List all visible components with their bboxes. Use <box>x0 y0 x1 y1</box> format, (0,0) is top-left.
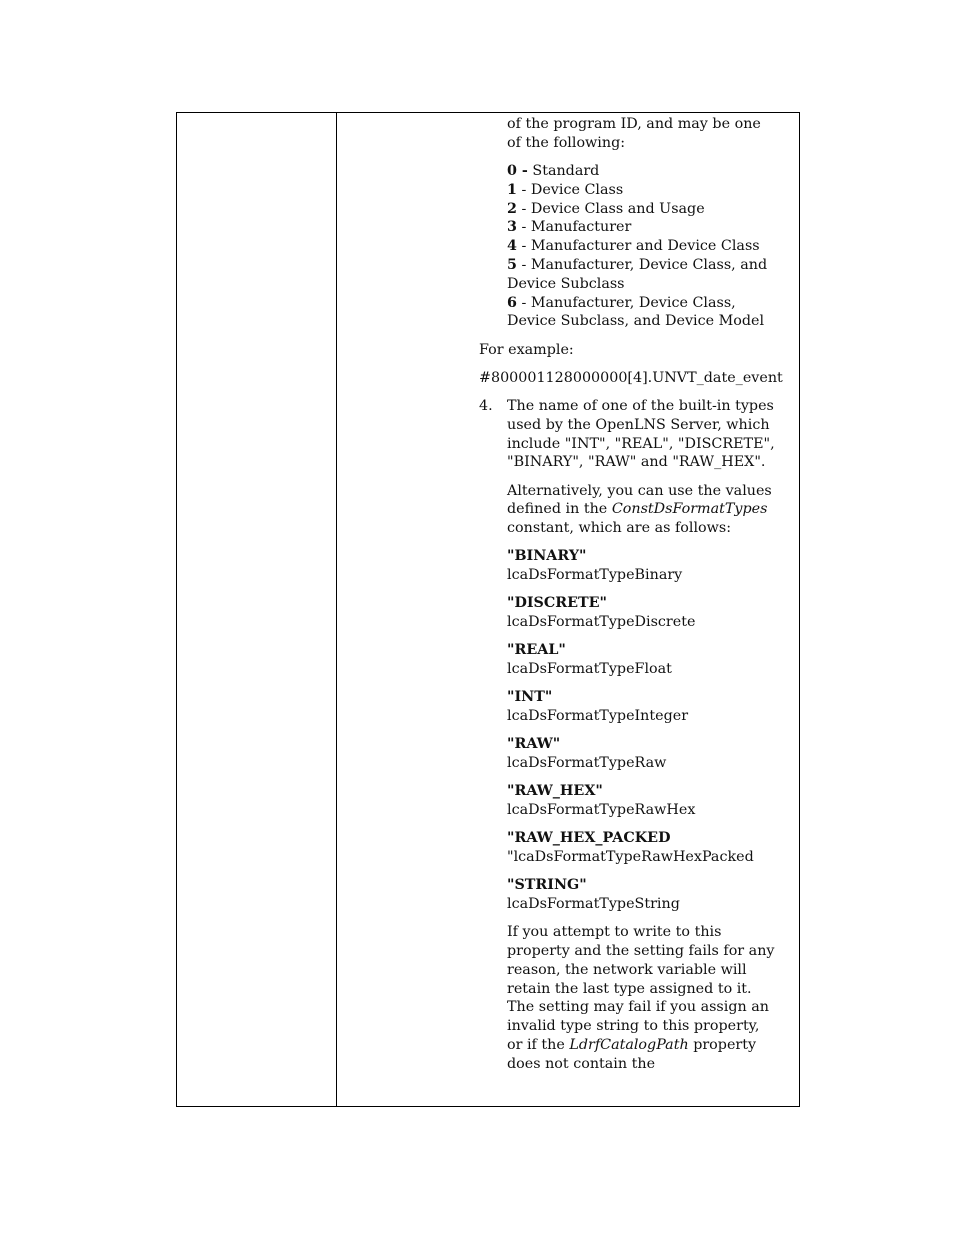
scope-item-5: 5 - Manufacturer, Device Class, and Device Subclass <box>507 256 768 292</box>
format-type-raw: "RAW" lcaDsFormatTypeRaw <box>507 736 667 772</box>
list-item-number: 4. <box>479 397 493 414</box>
alternative-paragraph: Alternatively, you can use the values defined in the ConstDsFormatTypes constant, which are as follows: <box>507 482 772 537</box>
scope-list <box>507 162 779 331</box>
scope-item-3: 3 - Manufacturer <box>507 219 632 236</box>
scope-intro <box>507 115 779 153</box>
example-value: #800001128000000[4].UNVT_date_event <box>479 369 783 386</box>
scope-item-2: 2 - Device Class and Usage <box>507 200 705 217</box>
scope-item-4: 4 - Manufacturer and Device Class <box>507 238 760 255</box>
format-type-list <box>507 547 779 913</box>
format-type-binary: "BINARY" lcaDsFormatTypeBinary <box>507 548 683 584</box>
list-item-4 <box>479 397 779 472</box>
format-type-int: "INT" lcaDsFormatTypeInteger <box>507 689 689 725</box>
intro-line-1: of the program ID, and may be one <box>507 116 761 132</box>
list-item-text: The name of one of the built-in types used by the OpenLNS Server, which include "INT", "REAL", "DISCRETE", "BINARY", "RAW" and "RAW_HEX". <box>507 397 775 471</box>
example-label: For example: <box>479 341 574 358</box>
property-table <box>176 112 800 1107</box>
format-type-raw-hex: "RAW_HEX" lcaDsFormatTypeRawHex <box>507 783 696 818</box>
table-cell-property-name <box>177 113 336 1106</box>
table-cell-description <box>479 115 783 1074</box>
scope-item-0: 0 - Standard <box>507 162 600 179</box>
format-type-string: "STRING" lcaDsFormatTypeString <box>507 877 680 912</box>
scope-item-6: 6 - Manufacturer, Device Class, Device Subclass, and Device Model <box>507 294 765 330</box>
format-type-discrete: "DISCRETE" lcaDsFormatTypeDiscrete <box>507 595 696 631</box>
closing-paragraph: If you attempt to write to this property and the setting fails for any reason, the network variable will retain the last type assigned to it. The setting may fail if you assign an invalid type string to this property, or if the LdrfCatalogPath property does not contain the <box>507 924 775 1072</box>
scope-item-1: 1 - Device Class <box>507 181 624 198</box>
format-type-real: "REAL" lcaDsFormatTypeFloat <box>507 642 672 678</box>
table-cell-type <box>337 113 477 1106</box>
format-type-raw-hex-packed: "RAW_HEX_PACKED "lcaDsFormatTypeRawHexPacked <box>507 830 754 865</box>
intro-line-2: of the following: <box>507 134 626 151</box>
